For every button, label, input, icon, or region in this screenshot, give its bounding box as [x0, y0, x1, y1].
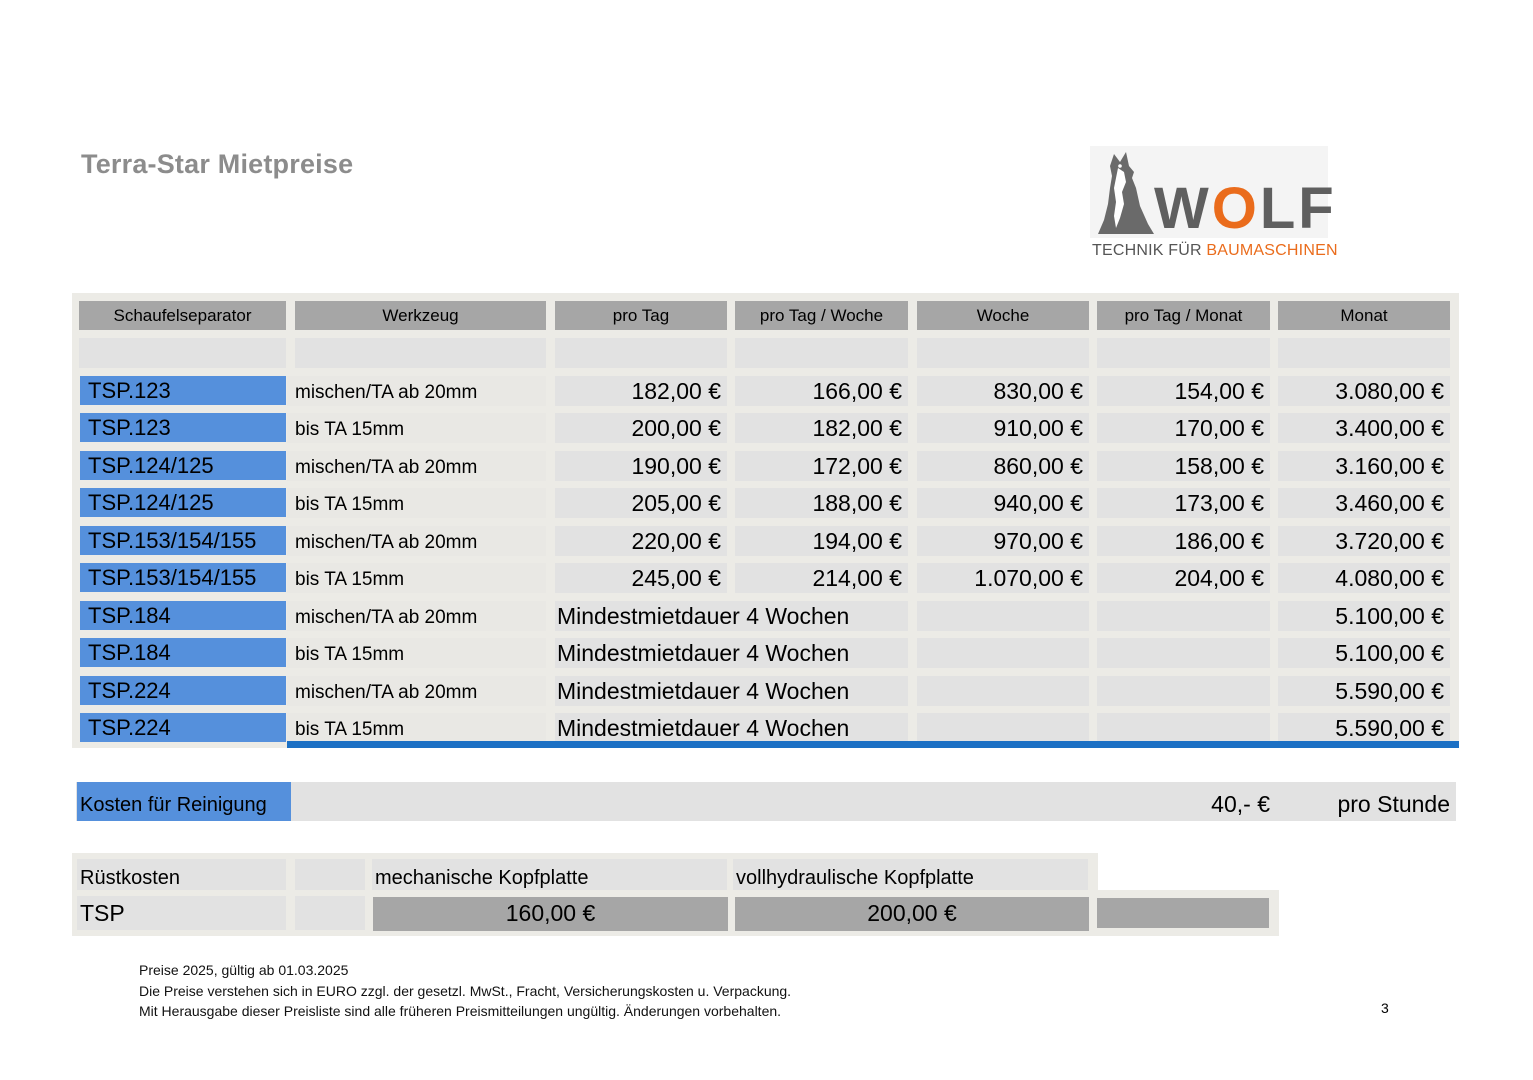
price-tag: 220,00 € [555, 526, 727, 556]
footer-terms: Die Preise verstehen sich in EURO zzgl. der gesetzl. MwSt., Fracht, Versicherungskosten u. Verpackung. [139, 983, 792, 999]
price-tag-monat: 170,00 € [1097, 413, 1270, 443]
price-woche: 860,00 € [917, 451, 1089, 481]
table-header: pro Tag / Monat [1097, 301, 1270, 330]
tool-cell: bis TA 15mm [287, 713, 546, 743]
cleaning-label: Kosten für Reinigung [77, 782, 291, 821]
table-spacer-cell [917, 338, 1089, 368]
setup-extra-blank [1097, 898, 1269, 928]
price-tag-monat: 158,00 € [1097, 451, 1270, 481]
empty-cell [1097, 676, 1270, 706]
table-spacer-cell [555, 338, 727, 368]
price-monat: 3.160,00 € [1278, 451, 1450, 481]
empty-cell [917, 601, 1089, 631]
wolf-logo [1090, 146, 1338, 264]
price-monat: 5.590,00 € [1278, 713, 1450, 743]
tool-cell: bis TA 15mm [287, 488, 546, 518]
price-tag-woche: 182,00 € [735, 413, 908, 443]
price-monat: 3.460,00 € [1278, 488, 1450, 518]
price-monat: 3.720,00 € [1278, 526, 1450, 556]
empty-cell [917, 713, 1089, 743]
price-tag-monat: 154,00 € [1097, 376, 1270, 406]
model-cell: TSP.184 [80, 638, 286, 667]
logo-wordmark: WOLF [1154, 176, 1337, 241]
model-cell: TSP.224 [80, 713, 286, 742]
model-cell: TSP.124/125 [80, 488, 286, 517]
setup-row-label: TSP [77, 896, 286, 930]
setup-mech-price: 160,00 € [373, 897, 728, 931]
table-header: Monat [1278, 301, 1450, 330]
cleaning-unit: pro Stunde [1337, 791, 1450, 817]
price-woche: 1.070,00 € [917, 563, 1089, 593]
price-tag-woche: 194,00 € [735, 526, 908, 556]
logo-tagline: TECHNIK FÜR BAUMASCHINEN [1092, 242, 1338, 259]
price-tag-monat: 173,00 € [1097, 488, 1270, 518]
page-title: Terra-Star Mietpreise [81, 149, 354, 179]
price-tag-woche: 214,00 € [735, 563, 908, 593]
model-cell: TSP.123 [80, 376, 286, 405]
setup-blank [295, 859, 365, 890]
setup-col-hyd: vollhydraulische Kopfplatte [733, 859, 1088, 890]
footer-notice: Mit Herausgabe dieser Preisliste sind alle früheren Preismitteilungen ungültig. Änderungen vorbehalten. [139, 1003, 782, 1019]
price-tag-monat: 186,00 € [1097, 526, 1270, 556]
table-spacer-cell [1278, 338, 1450, 368]
price-tag-woche: 172,00 € [735, 451, 908, 481]
table-header: Schaufelseparator [79, 301, 286, 330]
min-rental-cell: Mindestmietdauer 4 Wochen [555, 676, 908, 706]
table-spacer-cell [1097, 338, 1270, 368]
tool-cell: mischen/TA ab 20mm [287, 676, 546, 706]
empty-cell [1097, 713, 1270, 743]
footer-validity: Preise 2025, gültig ab 01.03.2025 [139, 962, 349, 978]
price-tag: 200,00 € [555, 413, 727, 443]
price-monat: 3.080,00 € [1278, 376, 1450, 406]
model-cell: TSP.153/154/155 [80, 563, 286, 592]
price-woche: 910,00 € [917, 413, 1089, 443]
table-header: pro Tag / Woche [735, 301, 908, 330]
min-rental-cell: Mindestmietdauer 4 Wochen [555, 638, 908, 668]
price-tag-monat: 204,00 € [1097, 563, 1270, 593]
empty-cell [917, 676, 1089, 706]
price-tag-woche: 188,00 € [735, 488, 908, 518]
model-cell: TSP.123 [80, 413, 286, 442]
table-header: Werkzeug [295, 301, 546, 330]
empty-cell [1097, 638, 1270, 668]
price-monat: 5.100,00 € [1278, 638, 1450, 668]
tool-cell: mischen/TA ab 20mm [287, 376, 546, 406]
tool-cell: mischen/TA ab 20mm [287, 451, 546, 481]
tool-cell: mischen/TA ab 20mm [287, 601, 546, 631]
price-monat: 3.400,00 € [1278, 413, 1450, 443]
price-woche: 970,00 € [917, 526, 1089, 556]
setup-label: Rüstkosten [77, 859, 286, 890]
price-monat: 4.080,00 € [1278, 563, 1450, 593]
table-bottom-rule [287, 741, 1459, 748]
cleaning-price: 40,- € [1211, 791, 1270, 817]
price-tag: 205,00 € [555, 488, 727, 518]
tool-cell: bis TA 15mm [287, 563, 546, 593]
table-header: Woche [917, 301, 1089, 330]
empty-cell [1097, 601, 1270, 631]
wolf-figure-icon [1096, 148, 1156, 236]
price-monat: 5.590,00 € [1278, 676, 1450, 706]
price-tag: 182,00 € [555, 376, 727, 406]
table-spacer-cell [295, 338, 546, 368]
price-tag: 190,00 € [555, 451, 727, 481]
model-cell: TSP.184 [80, 601, 286, 630]
tool-cell: mischen/TA ab 20mm [287, 526, 546, 556]
page-number: 3 [1381, 1000, 1389, 1016]
price-woche: 830,00 € [917, 376, 1089, 406]
price-tag-woche: 166,00 € [735, 376, 908, 406]
setup-row-blank [295, 896, 365, 930]
tool-cell: bis TA 15mm [287, 413, 546, 443]
setup-col-mech: mechanische Kopfplatte [372, 859, 727, 890]
empty-cell [917, 638, 1089, 668]
table-spacer-cell [735, 338, 908, 368]
model-cell: TSP.153/154/155 [80, 526, 286, 555]
setup-hyd-price: 200,00 € [735, 897, 1089, 931]
table-spacer-cell [79, 338, 286, 368]
price-monat: 5.100,00 € [1278, 601, 1450, 631]
min-rental-cell: Mindestmietdauer 4 Wochen [555, 713, 908, 743]
price-tag: 245,00 € [555, 563, 727, 593]
price-woche: 940,00 € [917, 488, 1089, 518]
model-cell: TSP.124/125 [80, 451, 286, 480]
model-cell: TSP.224 [80, 676, 286, 705]
tool-cell: bis TA 15mm [287, 638, 546, 668]
table-header: pro Tag [555, 301, 727, 330]
min-rental-cell: Mindestmietdauer 4 Wochen [555, 601, 908, 631]
